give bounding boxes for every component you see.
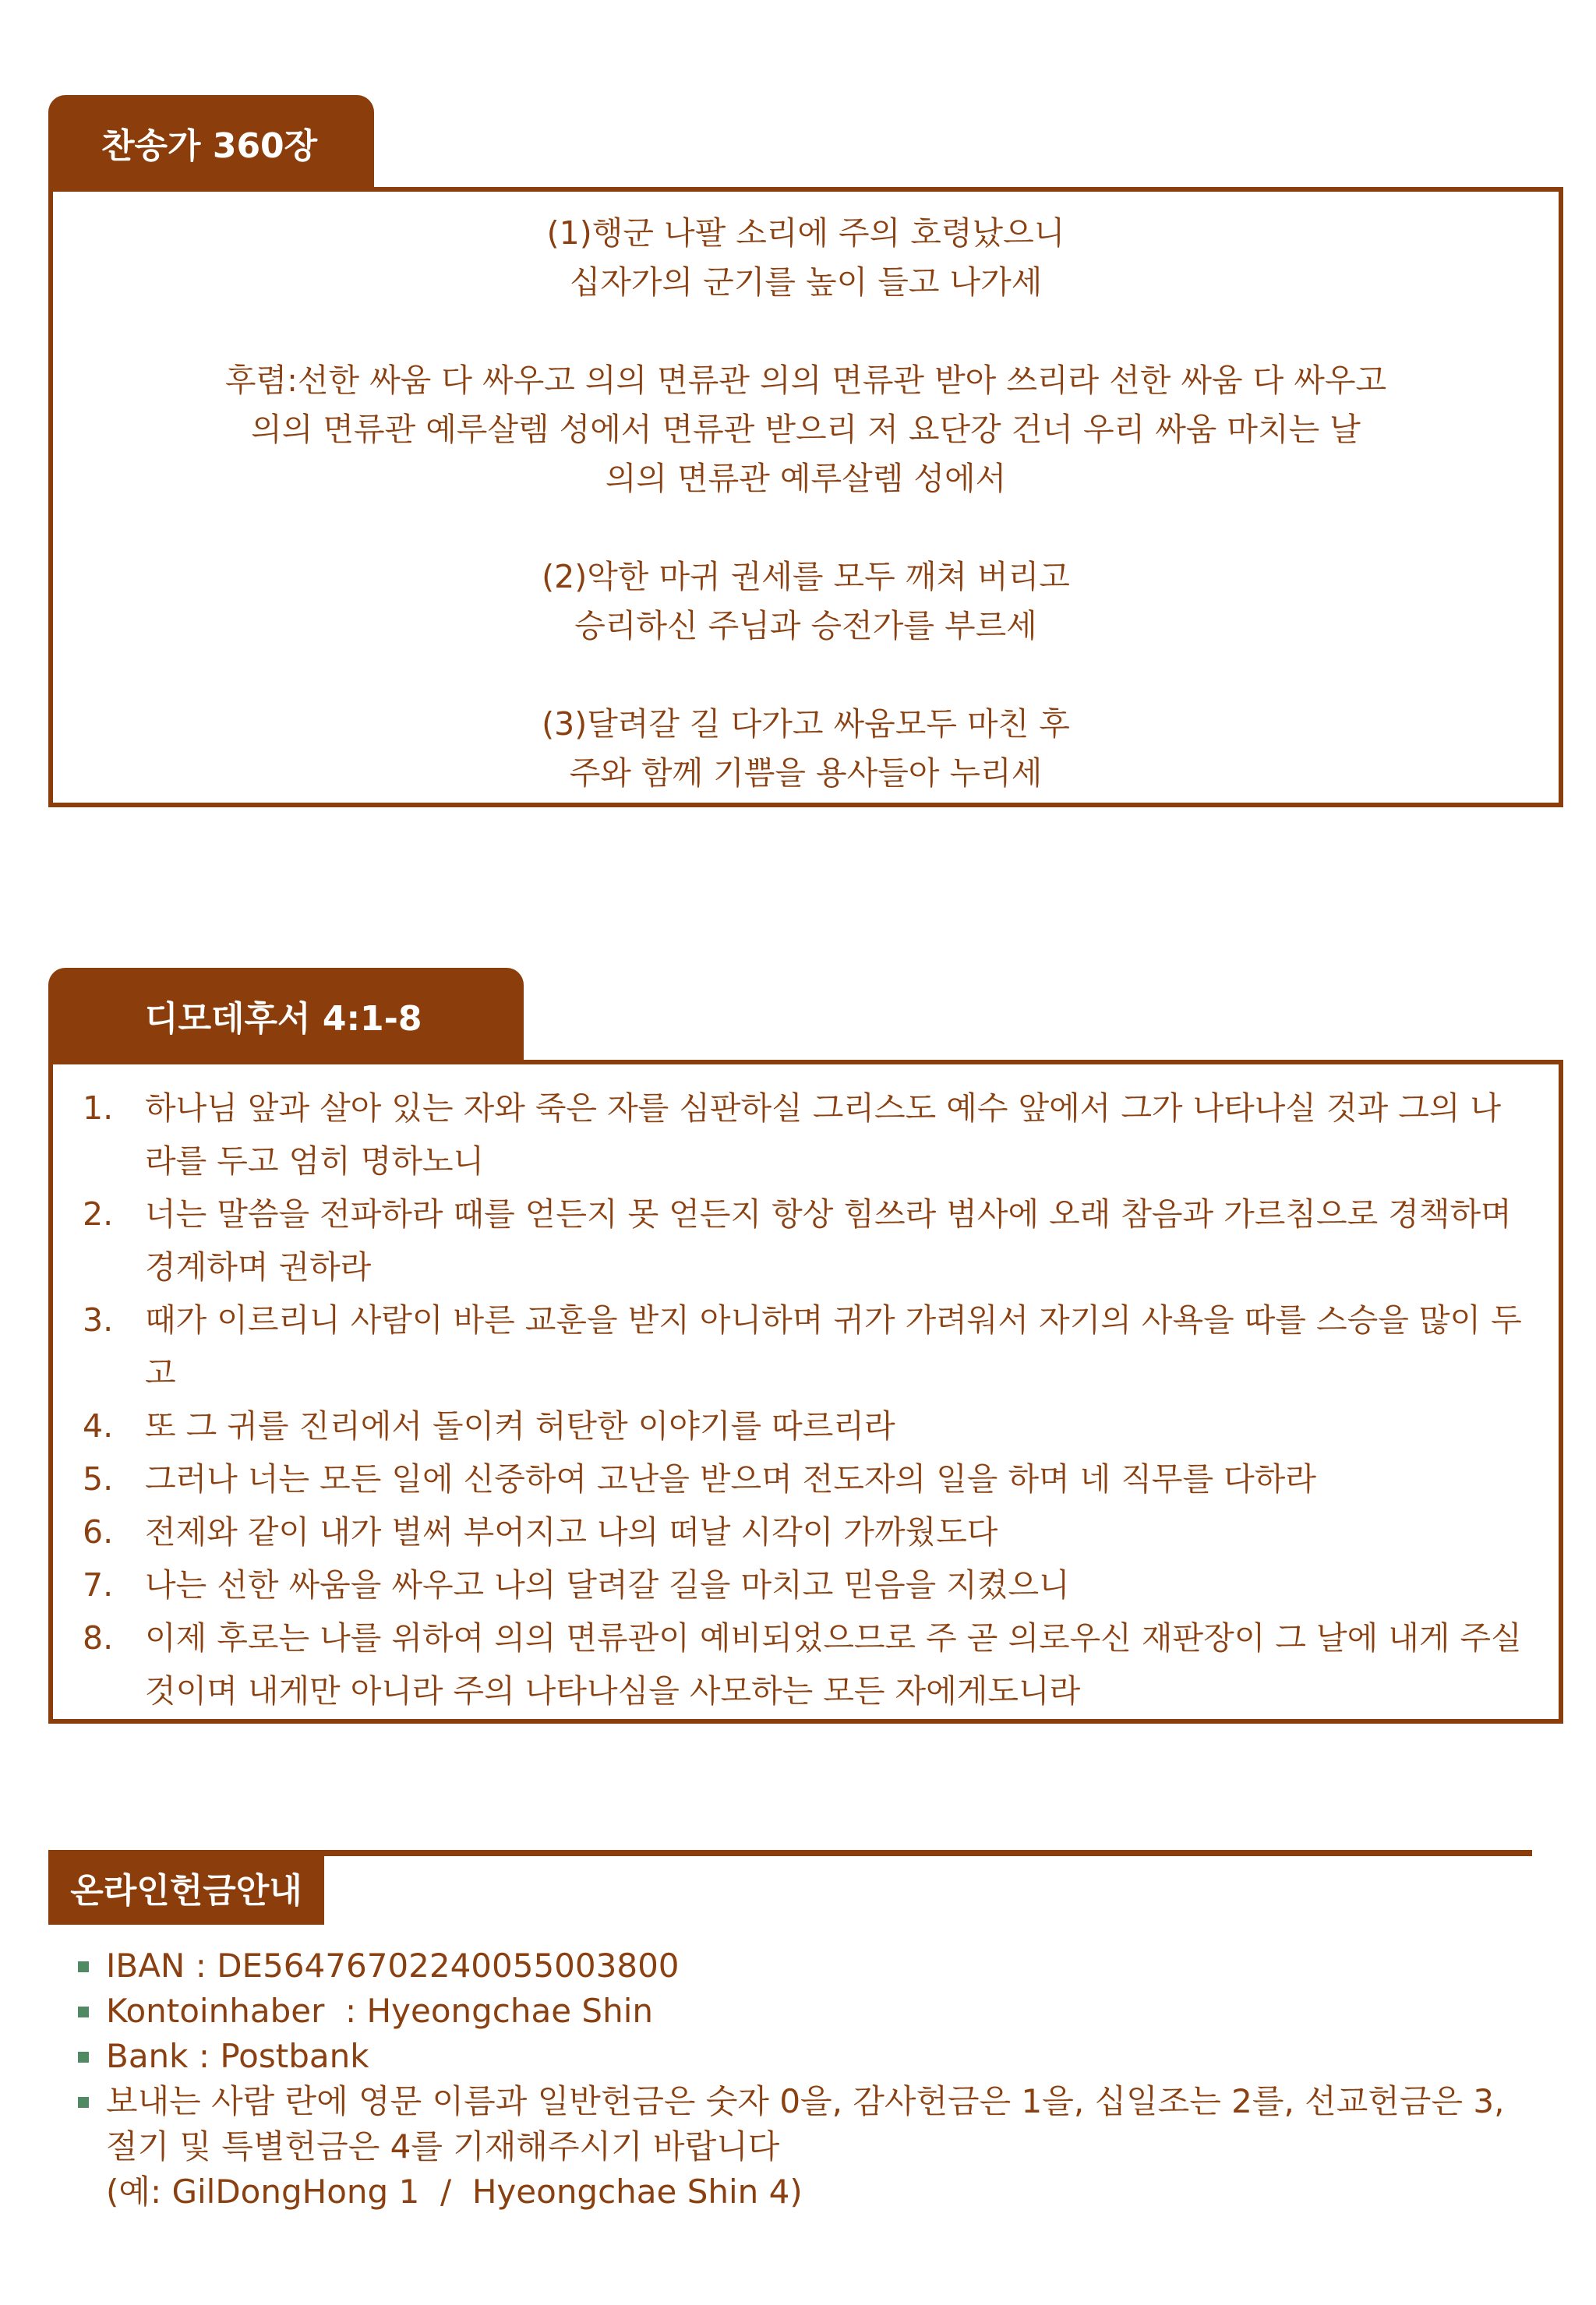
- verse-item: [76, 1611, 1527, 1717]
- hymn-line: (1)행군 나팔 소리에 주의 호령났으니: [546, 214, 1065, 252]
- hymn-line: (3)달려갈 길 다가고 싸움모두 마친 후: [542, 705, 1070, 743]
- square-bullet-icon: [78, 2097, 89, 2108]
- verse-item: [76, 1294, 1527, 1400]
- verse-item: [76, 1453, 1527, 1505]
- verse-number: 2.: [83, 1195, 114, 1233]
- offering-example: (예: GilDongHong 1 / Hyeongchae Shin 4): [106, 2173, 803, 2211]
- verse-item: [76, 1558, 1527, 1611]
- verse-text: 이제 후로는 나를 위하여 의의 면류관이 예비되었으므로 주 곧 의로우신 재판장이 그 날에 내게 주실 것이며 내게만 아니라 주의 나타나심을 사모하는 모든 자에게도니라: [145, 1619, 1522, 1710]
- verse-number: 8.: [83, 1619, 114, 1657]
- verse-text: 때가 이르리니 사람이 바른 교훈을 받지 아니하며 귀가 가려워서 자기의 사욕을 따를 스승을 많이 두고: [145, 1301, 1522, 1392]
- hymn-title: 찬송가 360장: [101, 126, 318, 166]
- verse-item: [76, 1505, 1527, 1558]
- offering-item-text: IBAN : DE56476702240055003800: [106, 1947, 680, 1985]
- offering-item-instructions: [78, 2079, 1543, 2215]
- verse-text: 나는 선한 싸움을 싸우고 나의 달려갈 길을 마치고 믿음을 지켰으니: [145, 1566, 1070, 1604]
- hymn-spacer: [53, 651, 1559, 700]
- hymn-title-tab: [48, 95, 374, 190]
- verse-text: 전제와 같이 내가 벌써 부어지고 나의 떠날 시각이 가까웠도다: [145, 1513, 998, 1551]
- offering-item-text: 보내는 사람 란에 영문 이름과 일반헌금은 숫자 0을, 감사헌금은 1을, 십일조는 2를, 선교헌금은 3, 절기 및 특별헌금은 4를 기재해주시기 바랍니다: [106, 2082, 1505, 2166]
- square-bullet-icon: [78, 2052, 89, 2063]
- hymn-lyrics-box: [48, 187, 1563, 807]
- verse-number: 5.: [83, 1460, 114, 1498]
- offering-item-bank: [78, 2034, 1543, 2079]
- verse-text: 또 그 귀를 진리에서 돌이켜 허탄한 이야기를 따르리라: [145, 1407, 895, 1445]
- scripture-title-tab: [48, 968, 524, 1063]
- hymn-line: 의의 면류관 예루살렘 성에서 면류관 받으리 저 요단강 건너 우리 싸움 마치는 날: [251, 411, 1361, 448]
- verse-item: [76, 1400, 1527, 1453]
- verse-number: 4.: [83, 1407, 114, 1445]
- verse-list: [76, 1082, 1527, 1717]
- offering-info-list: [78, 1943, 1543, 2215]
- hymn-line: (2)악한 마귀 권세를 모두 깨쳐 버리고: [542, 558, 1070, 595]
- offering-title-tab: [48, 1850, 324, 1925]
- offering-item-holder: [78, 1989, 1543, 2034]
- hymn-line: 승리하신 주님과 승전가를 부르세: [574, 607, 1037, 644]
- verse-text: 하나님 앞과 살아 있는 자와 죽은 자를 심판하실 그리스도 예수 앞에서 그가 나타나실 것과 그의 나라를 두고 엄히 명하노니: [145, 1089, 1502, 1180]
- hymn-line: 후렴:선한 싸움 다 싸우고 의의 면류관 의의 면류관 받아 쓰리라 선한 싸움 다 싸우고: [224, 362, 1387, 399]
- hymn-line: 의의 면류관 예루살렘 성에서: [605, 460, 1007, 497]
- verse-item: [76, 1082, 1527, 1188]
- square-bullet-icon: [78, 1961, 89, 1972]
- offering-item-text: Bank : Postbank: [106, 2037, 369, 2075]
- scripture-title: 디모데후서 4:1-8: [145, 999, 422, 1039]
- offering-item-iban: [78, 1943, 1543, 1989]
- verse-text: 너는 말씀을 전파하라 때를 얻든지 못 얻든지 항상 힘쓰라 범사에 오래 참음과 가르침으로 경책하며 경계하며 권하라: [145, 1195, 1512, 1286]
- offering-item-text: Kontoinhaber : Hyeongchae Shin: [106, 1992, 654, 2030]
- hymn-line: 십자가의 군기를 높이 들고 나가세: [569, 263, 1043, 301]
- verse-text: 그러나 너는 모든 일에 신중하여 고난을 받으며 전도자의 일을 하며 네 직무를 다하라: [145, 1460, 1316, 1498]
- hymn-spacer: [53, 503, 1559, 552]
- scripture-box: [48, 1060, 1563, 1724]
- verse-number: 1.: [83, 1089, 114, 1127]
- square-bullet-icon: [78, 2007, 89, 2017]
- verse-number: 6.: [83, 1513, 114, 1551]
- verse-number: 3.: [83, 1301, 114, 1339]
- verse-number: 7.: [83, 1566, 114, 1604]
- verse-item: [76, 1188, 1527, 1294]
- offering-title: 온라인헌금안내: [70, 1871, 302, 1911]
- hymn-spacer: [53, 307, 1559, 356]
- hymn-line: 주와 함께 기쁨을 용사들아 누리세: [569, 754, 1043, 792]
